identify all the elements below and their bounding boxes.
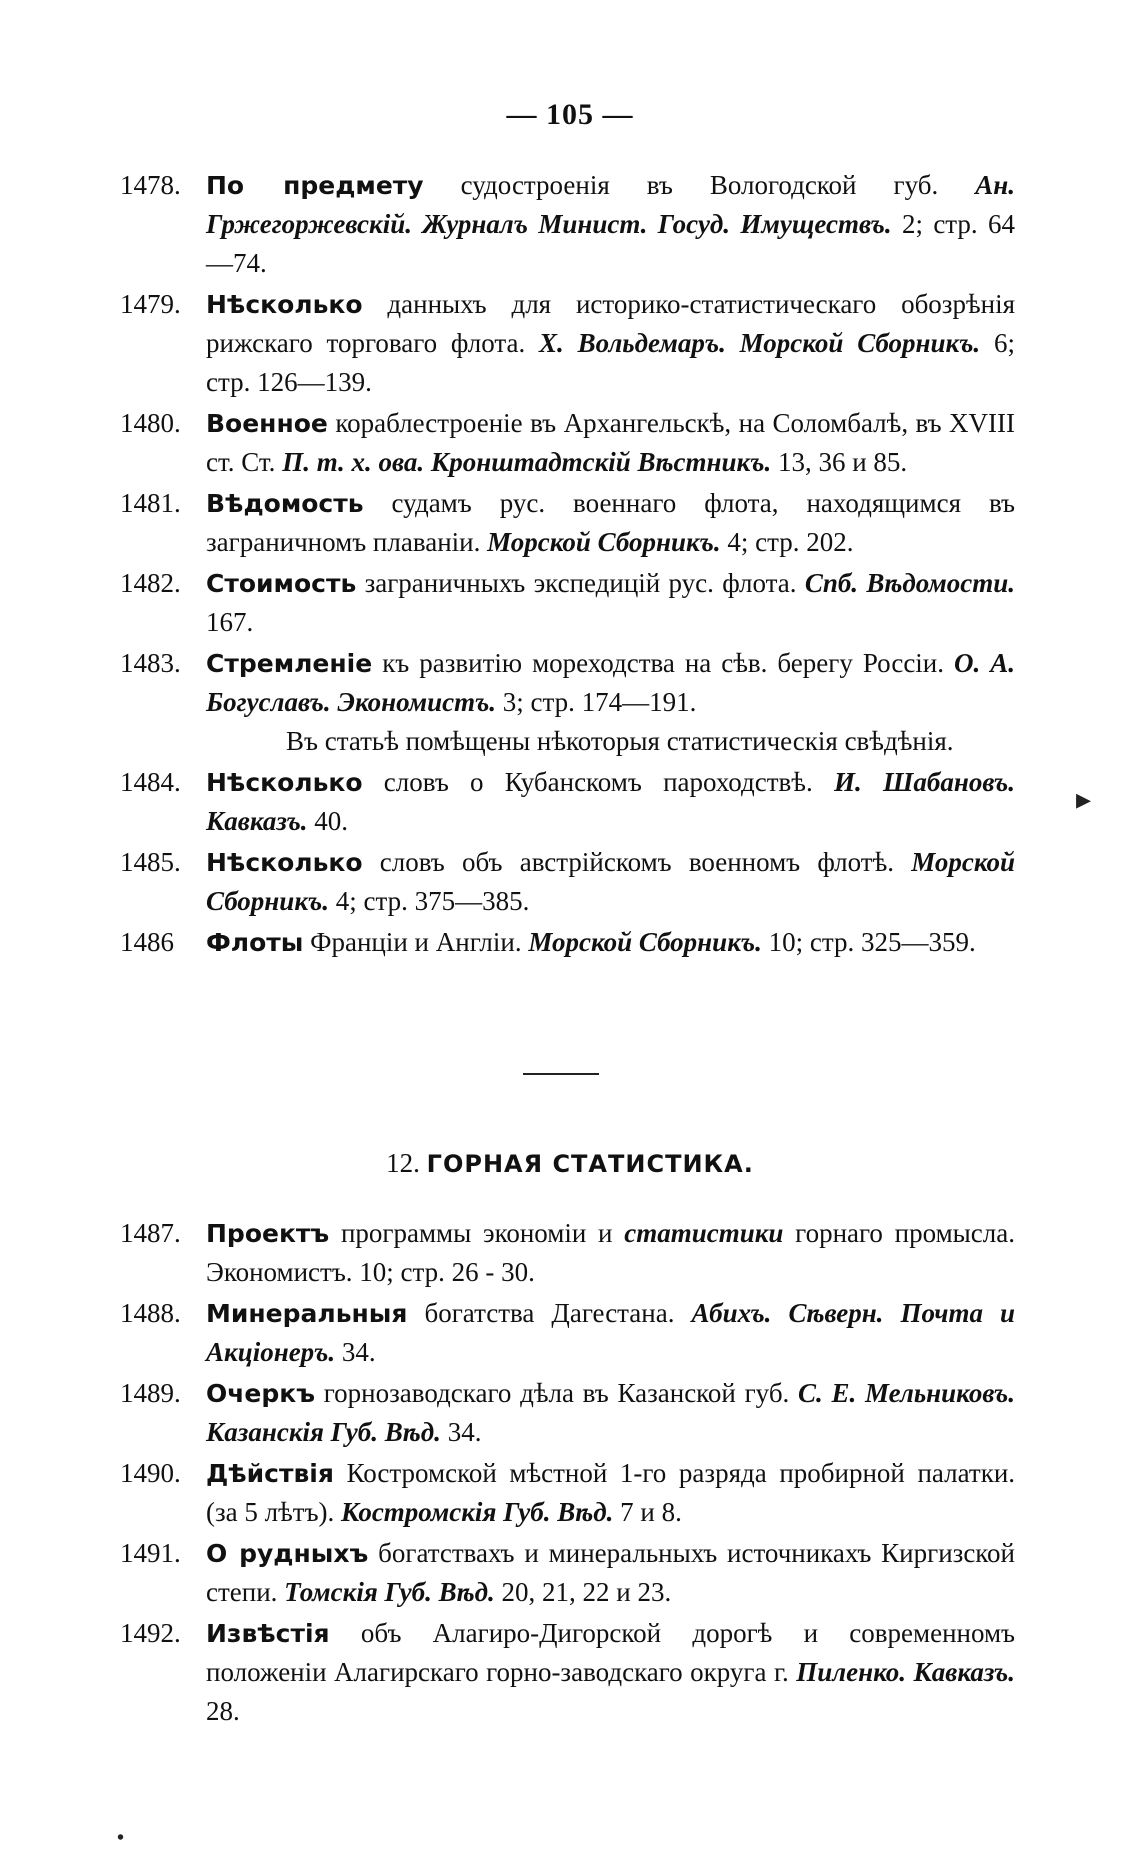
entry-body (206, 404, 1015, 482)
entry-reference: 2; стр. 64—74. (206, 209, 1016, 278)
bibliography-entry (120, 1374, 1015, 1452)
margin-mark-dot: • (117, 1827, 125, 1849)
entry-keyword: О рудныхъ (206, 1539, 369, 1568)
entry-keyword: Нѣсколько (206, 768, 363, 797)
entries-list-bottom (120, 1214, 1015, 1733)
entry-source: Ан. Гржегоржевскій. Журналъ Минист. Госуд. Имуществъ. (206, 170, 1016, 239)
entry-reference: горнаго промысла. Экономистъ. 10; стр. 26 - 30. (206, 1218, 1015, 1287)
entry-reference: 40. (314, 806, 349, 836)
entry-number: 1487. (120, 1218, 181, 1248)
bibliography-entry (120, 1534, 1015, 1612)
entry-number: 1481. (120, 488, 181, 518)
bibliography-entry (120, 1454, 1015, 1532)
entry-body (206, 763, 1015, 841)
entry-reference: 6; стр. 126—139. (206, 328, 1016, 397)
bibliography-entry (120, 285, 1015, 402)
entry-source: С. Е. Мельниковъ. Казанскія Губ. Вѣд. (206, 1378, 1016, 1447)
bibliography-entry (120, 166, 1015, 283)
section-divider (523, 1073, 599, 1075)
entry-description: богатства Дагестана. (424, 1298, 675, 1328)
bibliography-entry (120, 564, 1015, 642)
entry-body (206, 923, 1015, 962)
entry-body (206, 644, 1015, 722)
entry-body (206, 1294, 1015, 1372)
entry-reference: 167. (206, 607, 254, 637)
entry-source: Томскія Губ. Вѣд. (284, 1577, 495, 1607)
bibliography-entry (120, 763, 1015, 841)
entry-keyword: Минеральныя (206, 1299, 408, 1328)
entry-keyword: Стремленіе (206, 649, 373, 678)
entry-keyword: Нѣсколько (206, 848, 363, 877)
entry-description: словъ о Кубанскомъ пароходствѣ. (383, 767, 813, 797)
entry-body (206, 1534, 1015, 1612)
entry-body (206, 564, 1015, 642)
entry-body (206, 285, 1015, 402)
entry-keyword: Очеркъ (206, 1379, 316, 1408)
bibliography-entry (120, 843, 1015, 921)
entry-source: И. Шабановъ. Кавказъ. (206, 767, 1016, 836)
entry-keyword: Стоимость (206, 569, 357, 598)
entry-body (206, 843, 1015, 921)
entry-reference: 7 и 8. (620, 1497, 682, 1527)
entry-keyword: Вѣдомость (206, 489, 364, 518)
entry-source: статистики (624, 1218, 784, 1248)
entry-number: 1484. (120, 767, 181, 797)
entry-body (206, 1374, 1015, 1452)
bibliography-entry (120, 484, 1015, 562)
bibliography-entry (120, 1294, 1015, 1372)
entry-source: Морской Сборникъ. (206, 847, 1016, 916)
bibliography-entry (120, 923, 1015, 962)
entry-description: объ Алагиро-Дигорской дорогѣ и современномъ положеніи Алагирскаго горно-заводскаго округа г. (206, 1618, 1015, 1687)
entry-reference: 10; стр. 325—359. (768, 927, 976, 957)
entry-number: 1485. (120, 847, 181, 877)
entry-keyword: Извѣстія (206, 1619, 330, 1648)
entry-description: кораблестроеніе въ Архангельскѣ, на Соломбалѣ, въ XVIII ст. Ст. (206, 408, 1015, 477)
entry-number: 1479. (120, 289, 181, 319)
entry-body (206, 1454, 1015, 1532)
entry-keyword: Проектъ (206, 1219, 330, 1248)
entry-keyword: По предмету (206, 171, 424, 200)
bibliography-entry (120, 1614, 1015, 1731)
entry-reference: 34. (447, 1417, 482, 1447)
entry-reference: 20, 21, 22 и 23. (501, 1577, 672, 1607)
entry-reference: 28. (206, 1696, 240, 1726)
bibliography-entry (120, 404, 1015, 482)
entry-reference: 3; стр. 174—191. (502, 687, 697, 717)
entry-number: 1489. (120, 1378, 181, 1408)
entry-source: Х. Вольдемаръ. Морской Сборникъ. (539, 328, 981, 358)
section-number: 12. (386, 1148, 420, 1178)
entry-source: Морской Сборникъ. (528, 927, 762, 957)
entry-description: словъ объ австрійскомъ военномъ флотѣ. (379, 847, 895, 877)
entry-description: программы экономіи и (340, 1218, 613, 1248)
entry-reference: 4; стр. 202. (727, 527, 854, 557)
entry-number: 1488. (120, 1298, 181, 1328)
entry-description: Костромской мѣстной 1-го разряда пробирной палатки. (за 5 лѣтъ). (206, 1458, 1016, 1527)
margin-mark-arrow: ▸ (1076, 783, 1092, 816)
entry-source: Пиленко. Кавказъ. (796, 1657, 1016, 1687)
entry-number: 1483. (120, 648, 181, 678)
entry-source: Спб. Вѣдомости. (804, 568, 1015, 598)
entry-reference: 34. (341, 1337, 376, 1367)
entry-reference: 4; стр. 375—385. (335, 886, 530, 916)
entry-source: Абихъ. Сѣверн. Почта и Акціонеръ. (206, 1298, 1016, 1367)
entry-body (206, 166, 1015, 283)
entry-body (206, 1214, 1015, 1292)
entry-description: судамъ рус. военнаго флота, находящимся въ заграничномъ плаваніи. (206, 488, 1016, 557)
entry-number: 1486 (120, 927, 174, 957)
entries-list-top (120, 166, 1015, 964)
entry-keyword: Нѣсколько (206, 290, 363, 319)
entry-description: богатствахъ и минеральныхъ источникахъ Киргизской степи. (206, 1538, 1016, 1607)
entry-note: Въ статьѣ помѣщены нѣкоторыя статистическія свѣдѣнія. (286, 726, 954, 756)
entry-number: 1478. (120, 170, 181, 200)
entry-body (206, 484, 1015, 562)
page-number: — 105 — (506, 98, 634, 131)
entry-body (206, 1614, 1015, 1731)
entry-keyword: Дѣйствія (206, 1459, 334, 1488)
entry-description: Франціи и Англіи. (310, 927, 522, 957)
bibliography-entry (120, 644, 1015, 761)
entry-number: 1482. (120, 568, 181, 598)
entry-number: 1480. (120, 408, 181, 438)
entry-description: судостроенія въ Вологодской губ. (460, 170, 939, 200)
entry-description: горнозаводскаго дѣла въ Казанской губ. (323, 1378, 790, 1408)
entry-description: данныхъ для историко-статистическаго обозрѣнія рижскаго торговаго флота. (206, 289, 1015, 358)
bibliography-entry (120, 1214, 1015, 1292)
entry-number: 1492. (120, 1618, 181, 1648)
section-title: ГОРНАЯ СТАТИСТИКА. (426, 1150, 754, 1178)
entry-keyword: Военное (206, 409, 328, 438)
entry-keyword: Флоты (206, 928, 304, 957)
entry-source: Морской Сборникъ. (487, 527, 721, 557)
entry-number: 1491. (120, 1538, 181, 1568)
entry-source: О. А. Богуславъ. Экономистъ. (206, 648, 1016, 717)
entry-source: П. т. х. ова. Кронштадтскій Вѣстникъ. (282, 447, 772, 477)
section-heading (0, 1148, 1140, 1179)
entry-number: 1490. (120, 1458, 181, 1488)
entry-source: Костромскія Губ. Вѣд. (341, 1497, 614, 1527)
entry-reference: 13, 36 и 85. (777, 447, 908, 477)
entry-description: заграничныхъ экспедицій рус. флота. (364, 568, 797, 598)
entry-description: къ развитію мореходства на сѣв. берегу Россіи. (382, 648, 945, 678)
